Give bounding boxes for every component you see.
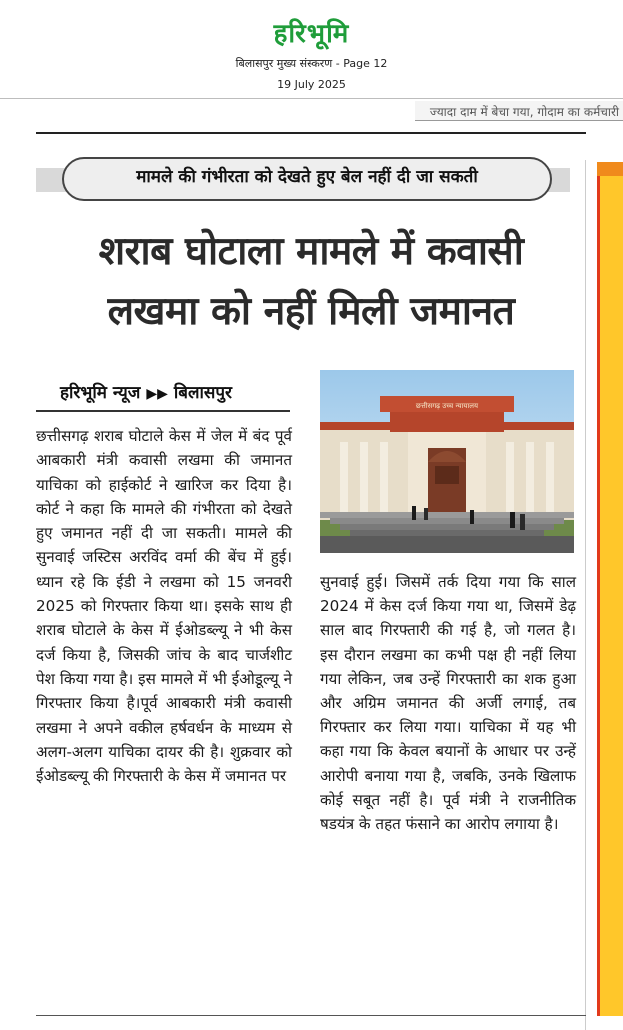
article-top-rule [36, 132, 586, 134]
double-arrow-icon: ▶▶ [146, 386, 168, 402]
high-court-photo [320, 370, 574, 553]
edition-label: बिलासपुर मुख्य संस्करण - Page 12 [235, 57, 388, 70]
header-divider [0, 98, 623, 99]
court-building-image [320, 370, 574, 553]
article-kicker: मामले की गंभीरता को देखते हुए बेल नहीं दी जा सकती [136, 167, 478, 187]
headline-line-1: शराब घोटाला मामले में कवासी [98, 229, 524, 274]
previous-article-text: ज्यादा दाम में बेचा गया, गोदाम का कर्मचारी [429, 105, 619, 119]
masthead-logo[interactable]: हरिभूमि [273, 19, 350, 49]
court-sign-text: छत्तीसगढ़ उच्च न्यायालय [415, 402, 479, 410]
edition-date: 19 July 2025 [277, 78, 346, 91]
body-text-right: सुनवाई हुई। जिसमें तर्क दिया गया कि साल 2024 में केस दर्ज किया गया था, जिसमें डेढ़ साल बाद गिरफ्तारी की गई है, जो गलत है। इस दौरान लखमा का कभी पक्ष ही नहीं लिया गया लेकिन, जब उन्हें गिरफ्तारी का शक हुआ और अग्रिम जमानत की अर्जी लगाई, तब गिरफ्तार कर लिया गया। याचिका में यह भी कहा गया कि केवल बयानों के आधार पर उन्हें आरोपी बनाया गया है, जबकि, उनके खिलाफ कोई सबूत नहीं है। पूर्व मंत्री ने राजनीतिक षडयंत्र के तहत फंसाने का आरोप लगाया है। [320, 573, 576, 834]
side-ad-panel [597, 176, 623, 1016]
article-body-right-column [320, 570, 576, 836]
byline-place: बिलासपुर [173, 383, 232, 403]
article-body-left-column [36, 424, 292, 788]
side-ad-top-band [597, 162, 623, 176]
page-header [0, 0, 623, 98]
previous-article-strip [415, 101, 623, 121]
body-text-left: छत्तीसगढ़ शराब घोटाले केस में जेल में बंद पूर्व आबकारी मंत्री कवासी लखमा की जमानत याचिका को हाईकोर्ट ने खारिज कर दिया है। कोर्ट ने कहा कि मामले की गंभीरता को देखते हुए जमानत नहीं दी जा सकती। मामले की सुनवाई जस्टिस अरविंद वर्मा की बेंच में हुई। ध्यान रहे कि ईडी ने लखमा को 15 जनवरी 2025 को गिरफ्तार किया था। इसके साथ ही शराब घोटाले के केस में ईओडब्ल्यू ने भी केस दर्ज किया है, जिसकी जांच के बाद चार्जशीट पेश किया गया है। इस मामले में भी ईओडूल्यू ने गिरफ्तार किया है।पूर्व आबकारी मंत्री कवासी लखमा ने अपने वकील हर्षवर्धन के माध्यम से अलग-अलग याचिका दायर की है। शुक्रवार को ईओडब्ल्यू की गिरफ्तारी के केस में जमानत पर [36, 427, 292, 786]
byline-rule [36, 410, 290, 412]
article-bottom-rule [36, 1015, 586, 1016]
headline-line-2: लखमा को नहीं मिली जमानत [107, 289, 515, 334]
article-byline [60, 380, 232, 403]
byline-source: हरिभूमि न्यूज [60, 383, 141, 403]
